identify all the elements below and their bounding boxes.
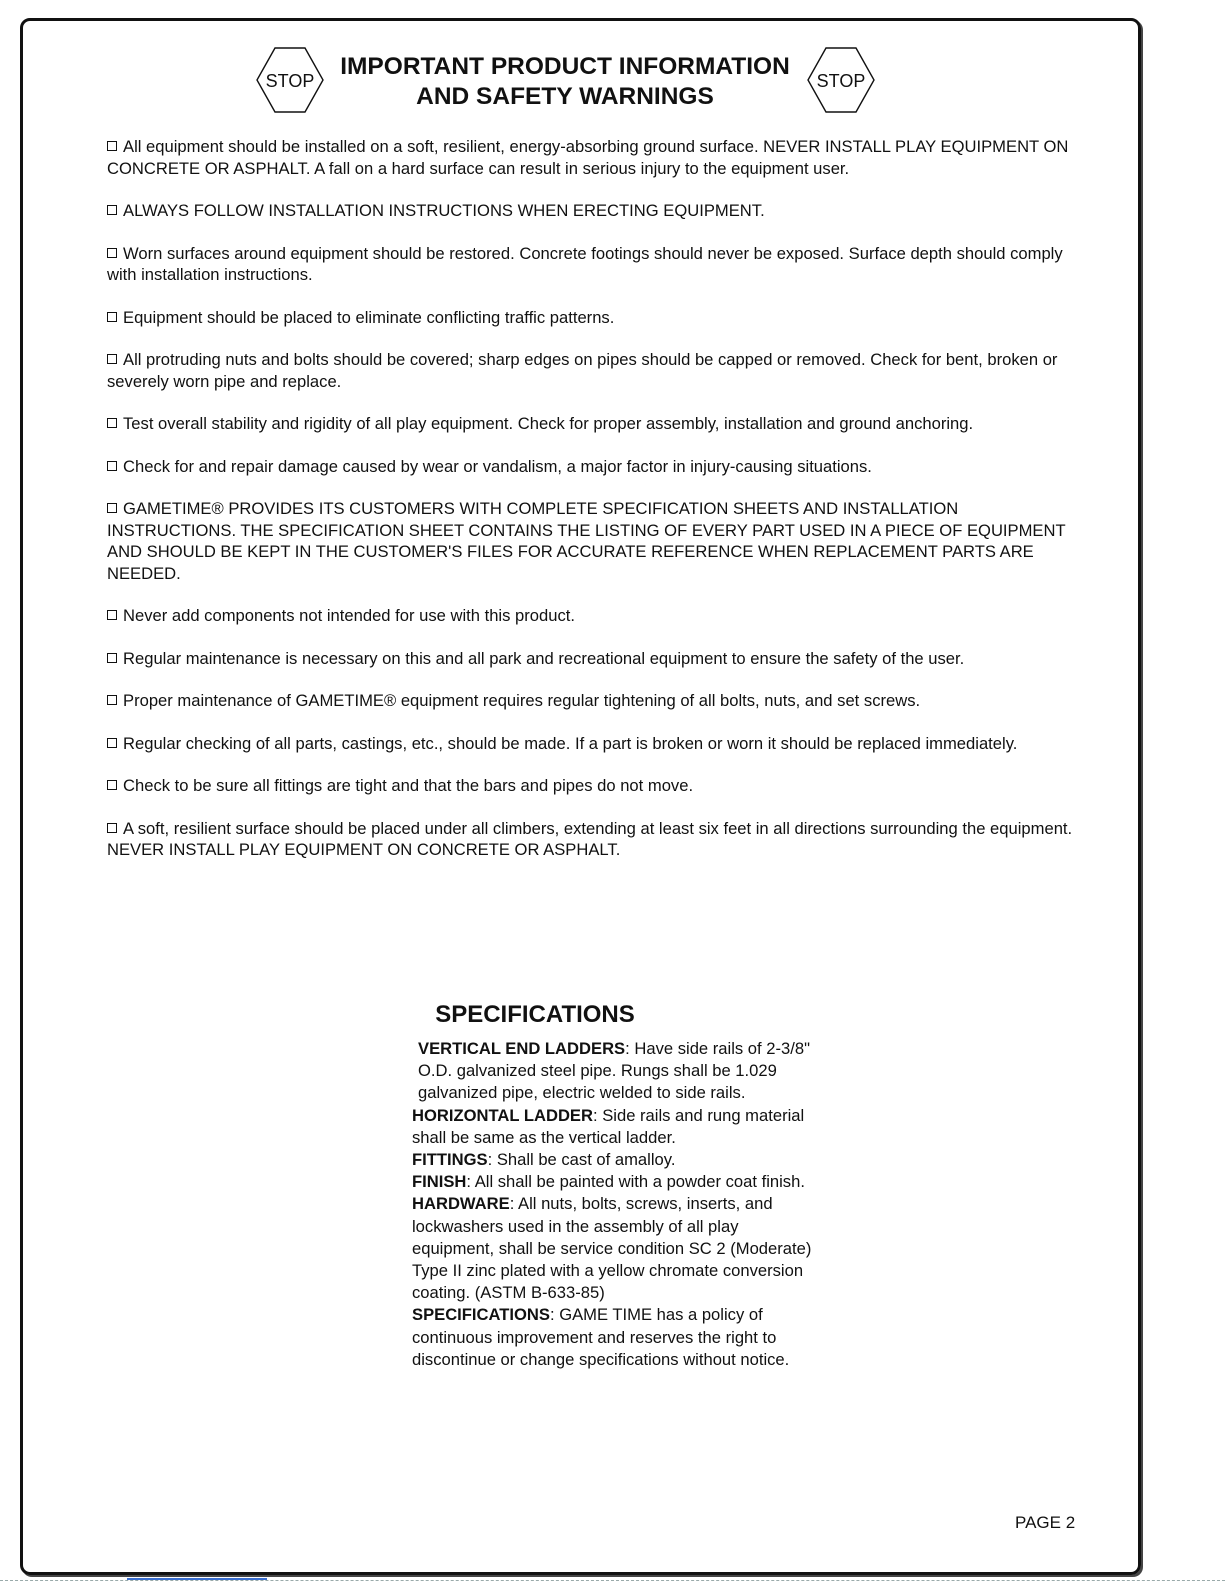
stop-sign-label: STOP [265,71,315,91]
safety-warnings-list [107,136,1082,882]
spec-text: : Side rails and rung material shall be same as the vertical ladder. [412,1105,805,1147]
spec-text: : Shall be cast of amalloy. [487,1150,676,1170]
spec-label: FINISH [412,1172,467,1192]
spec-label: HARDWARE [412,1194,510,1214]
warning-text: Regular checking of all parts, castings, etc., should be made. If a part is broken or worn it should be replaced immediately. [123,733,1018,753]
checkbox-icon [107,823,117,833]
checkbox-icon [107,354,117,364]
checkbox-icon [107,738,117,748]
checkbox-icon [107,461,117,471]
warning-text: Test overall stability and rigidity of all play equipment. Check for proper assembly, installation and ground anchoring. [123,414,974,433]
list-item [107,775,1082,797]
spec-item [412,1171,812,1193]
spec-item [412,1193,812,1304]
checkbox-icon [107,503,117,513]
spec-label: VERTICAL END LADDERS [418,1039,626,1058]
stop-sign-label: STOP [816,71,866,91]
spec-label: SPECIFICATIONS [412,1305,550,1325]
warning-text: Proper maintenance of GAMETIME® equipment requires regular tightening of all bolts, nuts, and set screws. [123,691,921,710]
list-item [107,456,1082,478]
stop-sign-icon [806,46,876,116]
warning-text: All protruding nuts and bolts should be covered; sharp edges on pipes should be capped or removed. Check for bent, broken or severely worn pipe and replace. [107,350,1058,391]
page-number: PAGE 2 [1015,1513,1076,1532]
page-title [325,52,805,112]
list-item [107,648,1082,670]
spec-text: : All nuts, bolts, screws, inserts, and lockwashers used in the assembly of all play equipment, shall be service condition SC 2 (Moderate) Type II zinc plated with a yellow chromate conversion coating. (ASTM B-633-85) [412,1194,812,1303]
page-edge-marker [127,1578,267,1580]
list-item [107,243,1082,286]
warning-text: A soft, resilient surface should be placed under all climbers, extending at least six feet in all directions surrounding the equipment. NEVER INSTALL PLAY EQUIPMENT ON CONCRETE OR ASPHALT. [107,818,1073,859]
warning-text: Check to be sure all fittings are tight and that the bars and pipes do not move. [123,776,694,795]
stop-sign-icon [255,46,325,116]
spec-text: : All shall be painted with a powder coat finish. [466,1172,805,1192]
checkbox-icon [107,610,117,620]
header [0,44,1225,114]
list-item [107,818,1082,861]
spec-item [412,1304,812,1371]
list-item [107,690,1082,712]
checkbox-icon [107,248,117,258]
warning-text: Equipment should be placed to eliminate conflicting traffic patterns. [123,307,615,327]
list-item [107,136,1082,179]
checkbox-icon [107,653,117,663]
spec-label: HORIZONTAL LADDER [412,1105,593,1125]
spec-text: : Have side rails of 2-3/8" O.D. galvanized steel pipe. Rungs shall be 1.029 galvanized pipe, electric welded to side rails. [418,1039,810,1103]
warning-text: GAMETIME® PROVIDES ITS CUSTOMERS WITH COMPLETE SPECIFICATION SHEETS AND INSTALLATION INSTRUCTIONS. THE SPECIFICATION SHEET CONTAINS THE LISTING OF EVERY PART USED IN A PIECE OF EQUIPMENT AND SHOULD BE KEPT IN THE CUSTOMER'S FILES FOR ACCURATE REFERENCE WHEN REPLACEMENT PARTS ARE NEEDED. [107,499,1066,583]
spec-label: FITTINGS [412,1150,488,1170]
checkbox-icon [107,418,117,428]
list-item [107,200,1082,222]
spec-item [412,1038,812,1105]
warning-text: ALWAYS FOLLOW INSTALLATION INSTRUCTIONS WHEN ERECTING EQUIPMENT. [123,201,765,220]
specifications-heading: SPECIFICATIONS [435,1001,635,1028]
list-item [107,307,1082,329]
checkbox-icon [107,141,117,151]
warning-text: Worn surfaces around equipment should be restored. Concrete footings should never be exposed. Surface depth should comply with installation instructions. [107,243,1063,284]
specifications-list [412,1038,812,1371]
list-item [107,605,1082,627]
list-item [107,733,1082,755]
warning-text: Regular maintenance is necessary on this and all park and recreational equipment to ensure the safety of the user. [123,648,965,668]
warning-text: Never add components not intended for use with this product. [123,606,575,625]
checkbox-icon [107,695,117,705]
title-line-1: IMPORTANT PRODUCT INFORMATION [340,53,790,80]
checkbox-icon [107,780,117,790]
spec-item [412,1149,812,1171]
spec-item [412,1105,812,1149]
checkbox-icon [107,312,117,322]
checkbox-icon [107,205,117,215]
list-item [107,413,1082,435]
warning-text: All equipment should be installed on a soft, resilient, energy-absorbing ground surface. NEVER INSTALL PLAY EQUIPMENT ON CONCRETE OR ASPHALT. A fall on a hard surface can result in serious injury to the equipment user. [107,137,1069,178]
page-edge-divider [0,1580,1225,1581]
list-item [107,498,1082,584]
spec-text: : GAME TIME has a policy of continuous improvement and reserves the right to discontinue or change specifications without notice. [412,1305,790,1369]
title-line-2: AND SAFETY WARNINGS [416,83,714,110]
warning-text: Check for and repair damage caused by wear or vandalism, a major factor in injury-causing situations. [123,456,872,476]
list-item [107,349,1082,392]
